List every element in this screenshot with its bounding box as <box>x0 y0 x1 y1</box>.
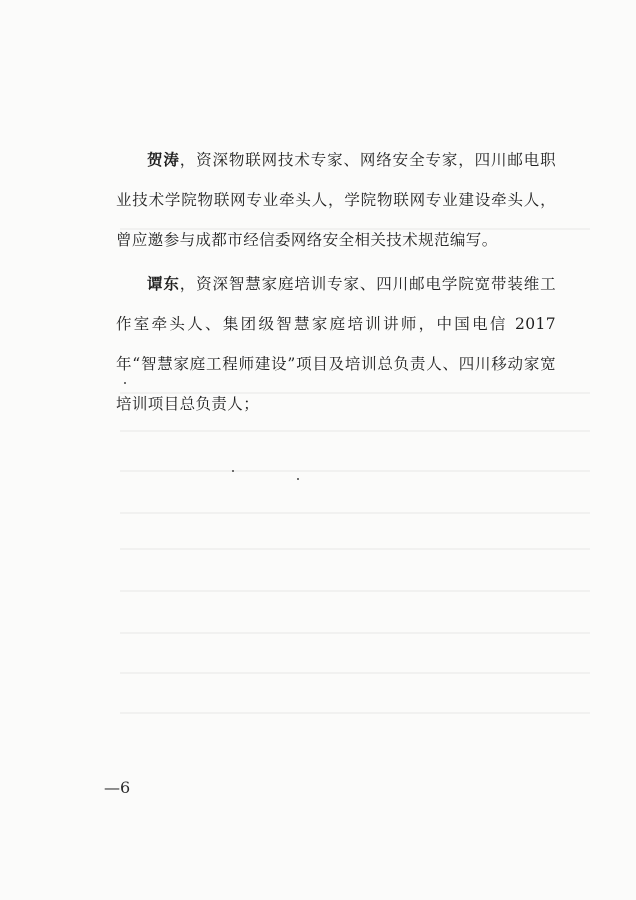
show-through-line <box>120 470 590 472</box>
biography-paragraph <box>116 264 556 424</box>
show-through-line <box>120 430 590 432</box>
biography-text: ，资深智慧家庭培训专家、四川邮电学院宽带装维工作室牵头人、集团级智慧家庭培训讲师，中国电信 2017 年“智慧家庭工程师建设”项目及培训总负责人、四川移动家宽培训项目总负责人； <box>116 275 556 413</box>
biography-paragraph <box>116 140 556 260</box>
biography-text: ，资深物联网技术专家、网络安全专家，四川邮电职业技术学院物联网专业牵头人，学院物联网专业建设牵头人，曾应邀参与成都市经信委网络安全相关技术规范编写。 <box>116 151 556 249</box>
show-through-line <box>120 632 590 634</box>
person-name: 谭东 <box>147 274 180 293</box>
show-through-line <box>120 512 590 514</box>
scan-speck <box>124 382 126 384</box>
show-through-line <box>120 590 590 592</box>
show-through-line <box>120 712 590 714</box>
show-through-line <box>120 672 590 674</box>
show-through-line <box>120 548 590 550</box>
scan-speck <box>297 478 299 480</box>
page-number: —6 <box>104 778 131 797</box>
person-name: 贺涛 <box>147 150 180 169</box>
scan-speck <box>232 470 234 472</box>
